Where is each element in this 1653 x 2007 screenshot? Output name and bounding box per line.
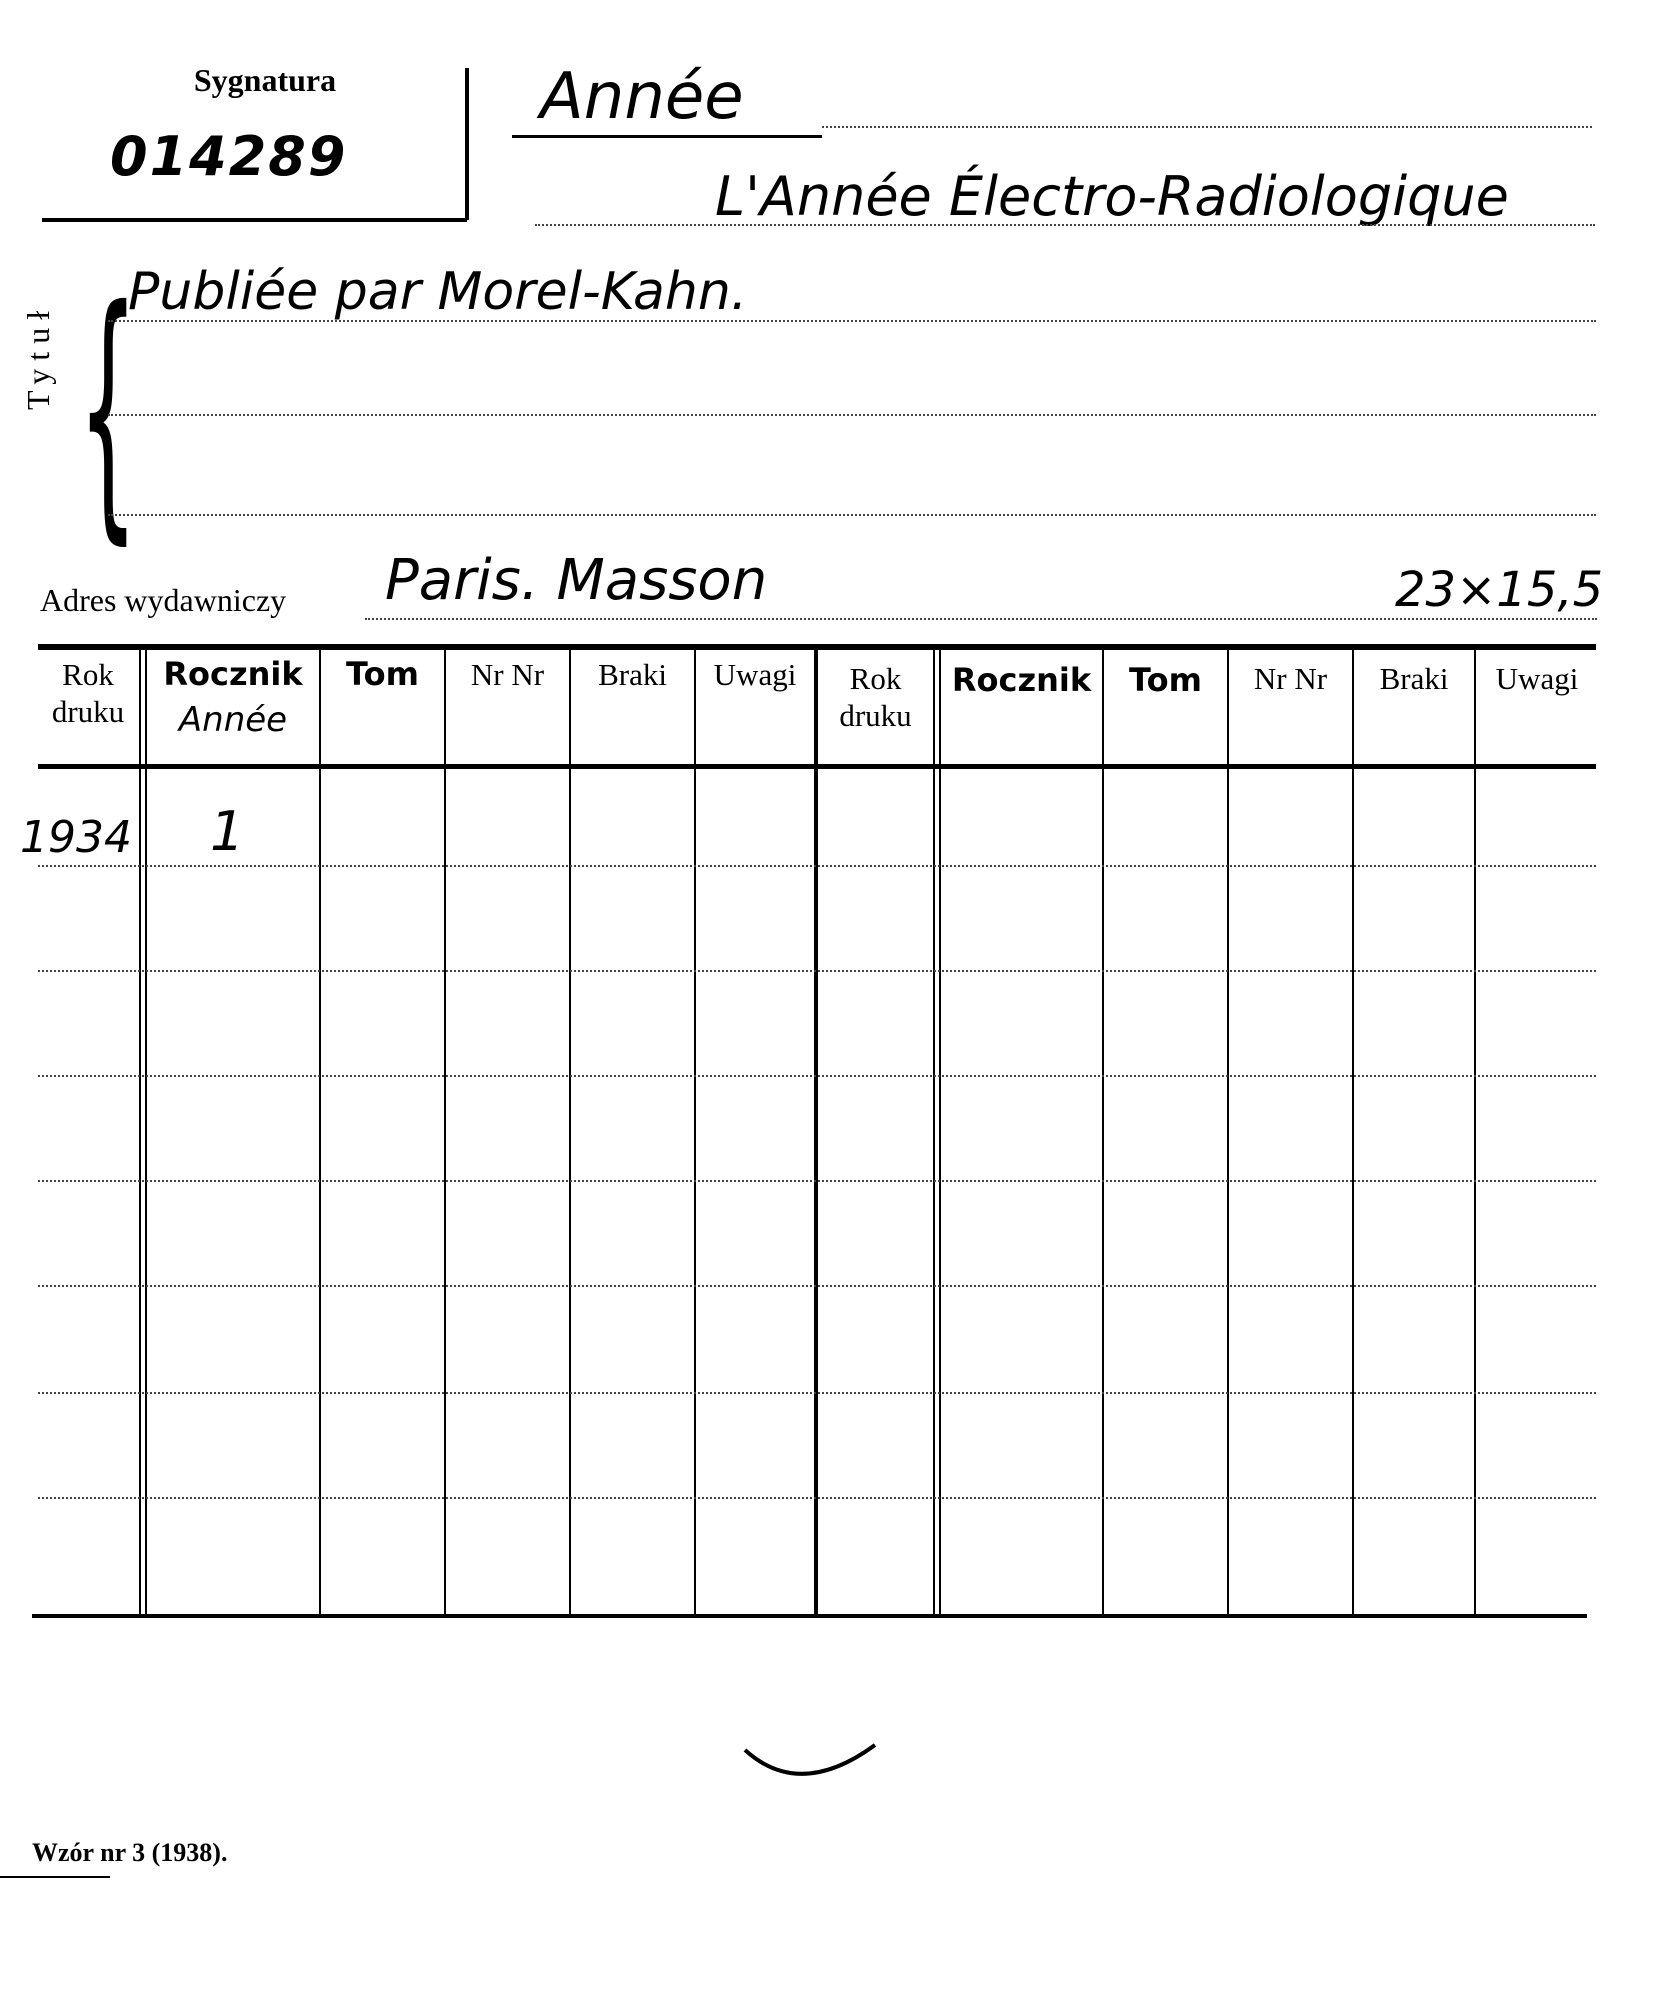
ink-mark [740,1740,880,1800]
col-line-7a [933,650,935,1614]
col-line-11 [1474,650,1476,1614]
row-line-2 [38,970,1596,972]
row-line-5 [38,1285,1596,1287]
row-1-rocznik: 1 [210,800,245,863]
dimensions: 23×15,5 [1395,562,1604,618]
header-rocznik-2: Rocznik [951,661,1092,699]
header-rocznik: Rocznik [163,655,303,693]
row-line-7 [38,1497,1596,1499]
col-line-8 [1102,650,1104,1614]
header-tom-2: Tom [1129,661,1202,699]
row-line-3 [38,1075,1596,1077]
row-line-6 [38,1392,1596,1394]
col-line-mid [814,650,818,1614]
header-rok-druku-2: Rok druku [839,661,912,733]
heading-word: Année [540,60,744,134]
col-line-9 [1227,650,1229,1614]
signature-box-right [465,68,469,220]
row-1-rok: 1934 [20,812,132,863]
form-footer: Wzór nr 3 (1938). [32,1838,228,1867]
signature-label: Sygnatura [193,62,337,98]
col-line-1a [139,650,141,1614]
col-line-1b [145,650,147,1614]
col-line-3 [444,650,446,1614]
col-line-5 [694,650,696,1614]
row-line-4 [38,1180,1596,1182]
col-line-2 [319,650,321,1614]
header-uwagi-2: Uwagi [1495,661,1579,696]
table-bottom-rule [32,1614,1587,1618]
header-nrnr: Nr Nr [470,657,545,692]
publisher-label: Adres wydawniczy [40,582,287,618]
row-line-1 [38,865,1596,867]
title-line-2-dots [108,320,1596,322]
title-line-4-dots [108,514,1596,516]
title-line-3-dots [108,414,1596,416]
heading-underline [512,135,822,138]
header-rocznik-note: Année [178,700,288,740]
col-line-10 [1352,650,1354,1614]
title-line-1: L'Année Électro-Radiologique [715,165,1509,228]
signature-box-bottom [42,218,467,222]
header-rok-druku: Rok druku [51,657,125,729]
title-line-2: Publiée par Morel-Kahn. [128,262,748,322]
header-braki-2: Braki [1379,661,1449,696]
title-side-label: Tytuł [20,302,56,410]
heading-dotted-line [822,126,1592,128]
col-line-4 [569,650,571,1614]
title-brace: { [78,252,139,567]
signature-value: 014289 [110,125,348,188]
footer-rule [0,1876,110,1878]
header-uwagi: Uwagi [713,657,797,692]
col-line-7b [939,650,941,1614]
publisher-dots [365,618,1597,620]
header-tom: Tom [346,655,419,693]
publisher-value: Paris. Masson [385,548,768,613]
header-braki: Braki [598,657,667,692]
title-line-1-dots [535,224,1595,226]
header-nrnr-2: Nr Nr [1253,661,1328,696]
